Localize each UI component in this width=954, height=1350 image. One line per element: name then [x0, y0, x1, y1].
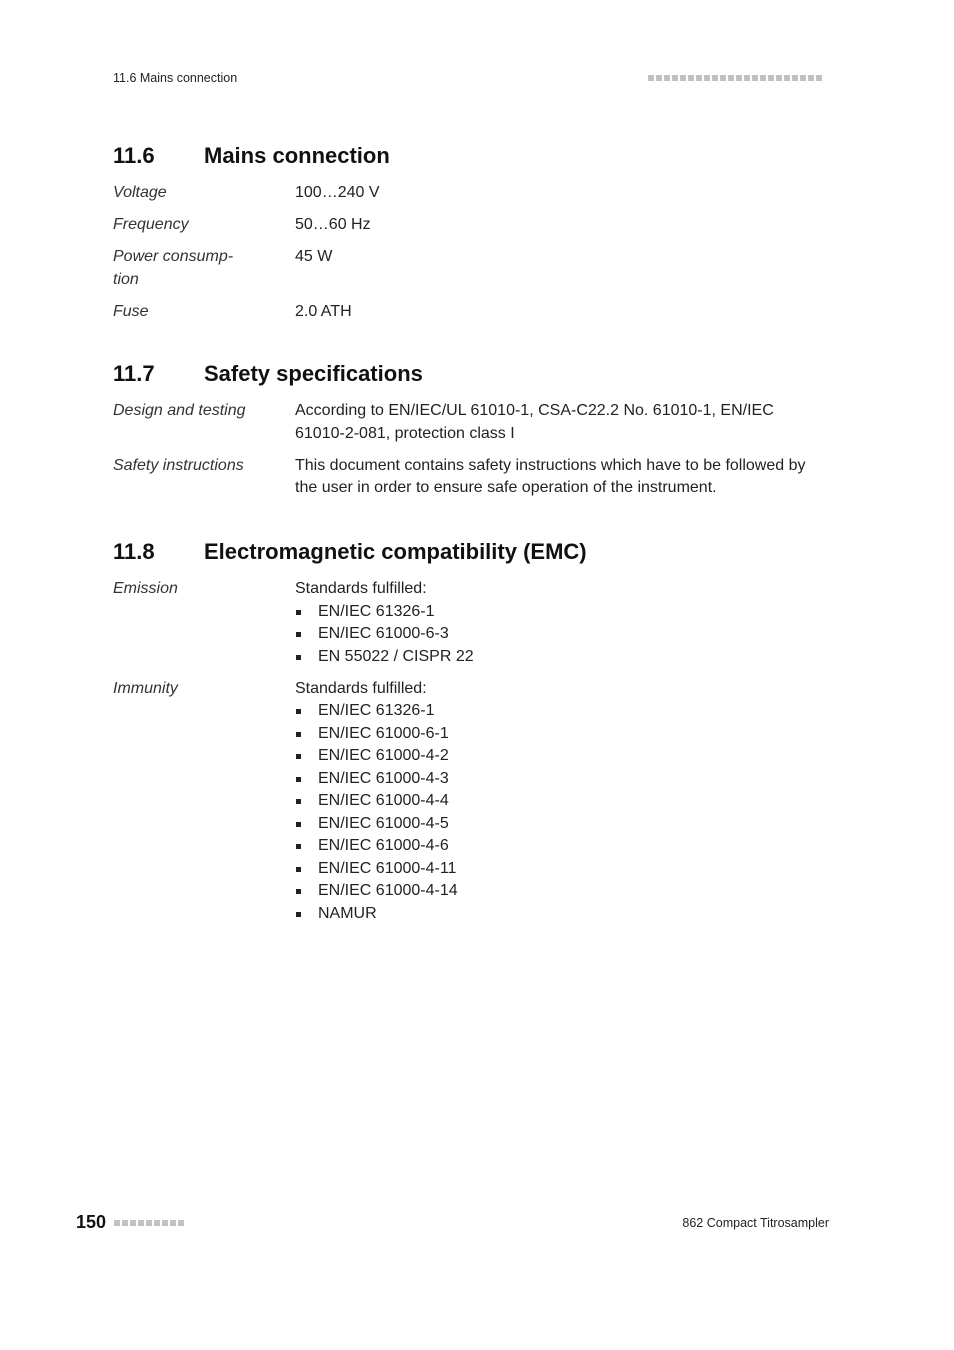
standards-list [295, 601, 833, 669]
section-number: 11.8 [113, 539, 155, 564]
spec-label: Frequency [113, 216, 189, 233]
spec-row-frequency [113, 214, 833, 237]
spec-label: Design and testing [113, 402, 246, 419]
spec-label-line: tion [113, 270, 139, 288]
section-title: Safety specifications [204, 361, 423, 386]
running-header-title: 11.6 Mains connection [113, 71, 238, 85]
spec-label-line: Power consump- [113, 248, 234, 265]
list-item: EN/IEC 61000-4-5 [295, 813, 833, 836]
list-item: EN/IEC 61000-6-3 [295, 623, 833, 646]
spec-row-immunity [113, 678, 833, 926]
section-heading [113, 537, 833, 567]
standards-intro: Standards fulfilled: [295, 679, 427, 697]
list-item: NAMUR [295, 903, 833, 926]
standards-list [295, 700, 833, 925]
section-safety-specifications [113, 359, 833, 509]
spec-row-voltage [113, 182, 833, 205]
standards-intro: Standards fulfilled: [295, 580, 427, 597]
spec-row-design-and-testing [113, 400, 833, 445]
list-item: EN/IEC 61000-4-2 [295, 745, 833, 768]
spec-label: Voltage [113, 184, 167, 201]
section-number: 11.6 [113, 143, 155, 168]
section-title: Mains connection [204, 143, 390, 168]
product-name: 862 Compact Titrosampler [682, 1216, 829, 1230]
list-item: EN/IEC 61000-4-3 [295, 768, 833, 791]
list-item: EN/IEC 61000-4-4 [295, 790, 833, 813]
spec-label [113, 246, 295, 291]
spec-row-fuse [113, 301, 833, 324]
spec-value: 100…240 V [295, 184, 380, 201]
section-number: 11.7 [113, 361, 155, 386]
spec-value [295, 578, 833, 668]
list-item: EN/IEC 61326-1 [295, 601, 833, 624]
spec-value: 45 W [295, 248, 333, 265]
spec-label: Fuse [113, 302, 149, 320]
list-item: EN 55022 / CISPR 22 [295, 646, 833, 669]
spec-row-safety-instructions [113, 455, 833, 500]
spec-row-power-consumption [113, 246, 833, 291]
list-item: EN/IEC 61000-4-14 [295, 880, 833, 903]
list-item: EN/IEC 61000-4-11 [295, 858, 833, 881]
section-title: Electromagnetic compatibility (EMC) [204, 539, 587, 564]
page-number: 150 [76, 1212, 107, 1232]
section-emc [113, 537, 833, 935]
spec-row-emission [113, 578, 833, 668]
spec-value: 2.0 ATH [295, 302, 352, 320]
section-heading [113, 359, 833, 389]
header-decoration-dots [648, 75, 822, 81]
footer-decoration-dots [114, 1220, 184, 1226]
spec-value: This document contains safety instructions which have to be followed by the user in order to ensure safe operation of the instrument. [295, 456, 806, 496]
spec-value [295, 678, 833, 926]
spec-value: 50…60 Hz [295, 216, 371, 233]
spec-label: Safety instructions [113, 456, 244, 474]
spec-label: Immunity [113, 679, 178, 697]
list-item: EN/IEC 61000-6-1 [295, 723, 833, 746]
spec-label: Emission [113, 580, 178, 597]
spec-value: According to EN/IEC/UL 61010-1, CSA-C22.2 No. 61010-1, EN/IEC 61010-2-081, protection class I [295, 402, 774, 442]
list-item: EN/IEC 61000-4-6 [295, 835, 833, 858]
list-item: EN/IEC 61326-1 [295, 700, 833, 723]
section-heading [113, 141, 833, 171]
section-mains-connection [113, 141, 833, 333]
